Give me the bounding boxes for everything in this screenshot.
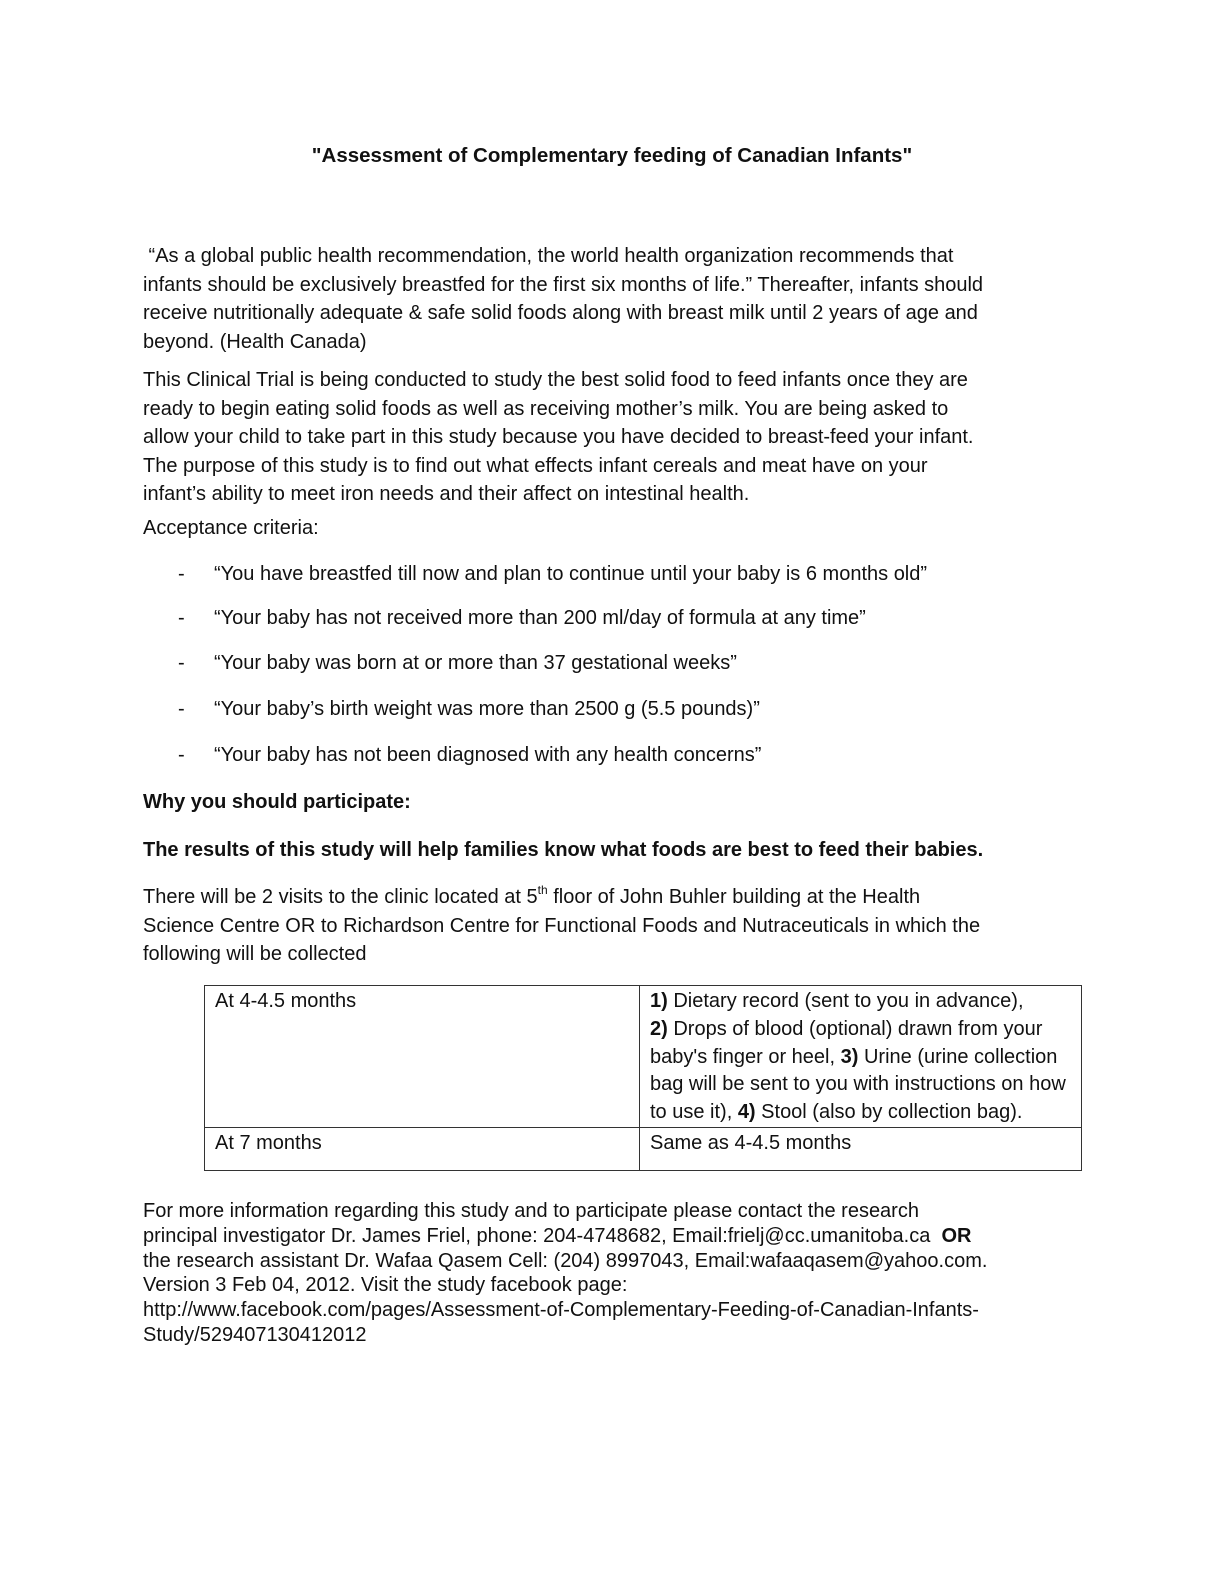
or-label: OR — [941, 1224, 972, 1247]
purpose-line: This Clinical Trial is being conducted to study the best solid food to feed infants once they are — [143, 369, 968, 391]
visits-text: There will be 2 visits to the clinic located at 5 — [143, 886, 538, 908]
visits-line — [143, 883, 1083, 912]
results-statement: The results of this study will help families know what foods are best to feed their babies. — [143, 839, 984, 861]
bullet-dash: - — [178, 698, 185, 720]
item-number: 3) — [840, 1045, 859, 1068]
purpose-line: ready to begin eating solid foods as well as receiving mother’s milk. You are being asked to — [143, 397, 949, 420]
visit-time-cell: At 7 months — [205, 1127, 640, 1170]
visits-line: Science Centre OR to Richardson Centre for Functional Foods and Nutraceuticals in which the — [143, 914, 981, 937]
criteria-text: “You have breastfed till now and plan to continue until your baby is 6 months old” — [214, 563, 928, 585]
bullet-dash: - — [178, 607, 185, 629]
table-row — [205, 986, 1082, 1128]
collected-items-cell — [640, 986, 1082, 1128]
criteria-text: “Your baby has not received more than 200 ml/day of formula at any time” — [214, 607, 866, 629]
schedule-table — [204, 985, 1082, 1171]
visits-paragraph — [143, 883, 1083, 969]
bullet-dash: - — [178, 563, 185, 585]
intro-paragraph — [143, 242, 1083, 356]
table-row — [205, 1127, 1082, 1170]
item-text: Dietary record (sent to you in advance), — [667, 990, 1024, 1012]
item-number: 1) — [650, 990, 668, 1012]
intro-line: receive nutritionally adequate & safe solid foods along with breast milk until 2 years of age and — [143, 302, 978, 324]
facebook-url: Study/529407130412012 — [143, 1323, 367, 1346]
acceptance-heading: Acceptance criteria: — [143, 516, 319, 539]
intro-line: “As a global public health recommendation, the world health organization recommends that — [143, 245, 954, 267]
item-text: Stool (also by collection bag). — [755, 1101, 1023, 1124]
contact-text: principal investigator Dr. James Friel, phone: 204-4748682, Email:frielj@cc.umanitoba.ca — [143, 1224, 942, 1247]
contact-line: For more information regarding this study and to participate please contact the research — [143, 1200, 919, 1222]
visits-line: following will be collected — [143, 943, 367, 965]
contact-line — [143, 1224, 1083, 1249]
item-number: 4) — [737, 1101, 756, 1124]
criteria-text: “Your baby’s birth weight was more than 2500 g (5.5 pounds)” — [214, 698, 760, 720]
purpose-line: allow your child to take part in this study because you have decided to breast-feed your infant. — [143, 426, 974, 448]
item-text: Urine (urine collection bag will be sent to you with instructions on how to use it), — [650, 1045, 1066, 1124]
collected-items-cell: Same as 4-4.5 months — [640, 1127, 1082, 1170]
contact-paragraph — [143, 1199, 1083, 1348]
item-number: 2) — [650, 1017, 668, 1040]
visits-text: floor of John Buhler building at the Health — [547, 886, 921, 908]
contact-line: Version 3 Feb 04, 2012. Visit the study facebook page: — [143, 1274, 628, 1297]
ordinal-suffix: th — [537, 883, 548, 897]
contact-line: the research assistant Dr. Wafaa Qasem Cell: (204) 8997043, Email:wafaaqasem@yahoo.com. — [143, 1249, 988, 1272]
bullet-dash: - — [178, 744, 185, 766]
criteria-text: “Your baby was born at or more than 37 gestational weeks” — [214, 652, 737, 674]
intro-line: infants should be exclusively breastfed for the first six months of life.” Thereafter, infants should — [143, 273, 984, 296]
criteria-text: “Your baby has not been diagnosed with any health concerns” — [214, 744, 762, 766]
purpose-line: infant’s ability to meet iron needs and their affect on intestinal health. — [143, 483, 750, 505]
purpose-paragraph — [143, 366, 1083, 542]
purpose-line: The purpose of this study is to find out what effects infant cereals and meat have on your — [143, 454, 928, 477]
intro-line: beyond. (Health Canada) — [143, 330, 367, 353]
bullet-dash: - — [178, 652, 185, 674]
item-text: Drops of blood (optional) drawn from your baby's finger or heel, — [650, 1017, 1043, 1068]
visit-time-cell: At 4-4.5 months — [205, 986, 640, 1128]
facebook-url: http://www.facebook.com/pages/Assessment-of-Complementary-Feeding-of-Canadian-Infants- — [143, 1299, 979, 1322]
why-participate-heading: Why you should participate: — [143, 791, 411, 813]
document-title: "Assessment of Complementary feeding of Canadian Infants" — [311, 144, 913, 167]
